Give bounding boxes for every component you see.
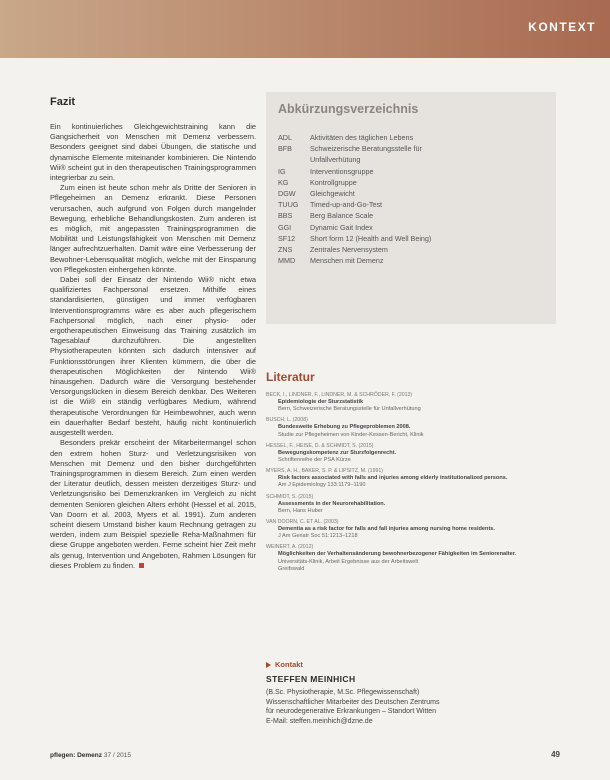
contact-name: STEFFEN MEINHICH (266, 674, 356, 684)
section-label: KONTEXT (528, 20, 596, 34)
literature-source: Bern, Hans Huber (278, 507, 323, 514)
literature-source: Universitäts-Klinik, Arbeit Ergebnisse aus der Arbeitswelt (278, 558, 419, 565)
header-band (0, 0, 610, 58)
abbreviation-key: IG (278, 166, 286, 176)
fazit-paragraph: Dabei soll der Einsatz der Nintendo Wii® nicht etwa qualifiziertes Fachpersonal ersetzen. Mithilfe eines standardisierten, günstigen und immer verfügbaren Interventionsprogramms wäre es aber auch pflegerischem Fachpersonal möglich, nach einer physio- oder ergotherapeutischen Einweisung das Training zusätzlich im Tagesablauf durchzuführen. Die angestellten Physiotherapeuten könnten sich dadurch intensiver auf Funktionsstörungen ihrer Klienten kümmern, die über die therapeutischen Möglichkeiten der Nintendo Wii® hinausgehen. Dadurch wäre die Versorgung bestehender Versorgungslücken in diesem Bereich denkbar. Des Weiteren ist die Wii® ein ständig verfügbares Medium, während therapeutische Verordnungen für Heimbewohner, auch wenn ein dauerhafter Bedarf besteht, häufig nicht kontinuierlich ausgestellt werden. (50, 275, 256, 438)
abbreviation-row (278, 244, 548, 255)
fazit-heading: Fazit (50, 96, 76, 108)
literature-source: Schriftenreihe der PSA Kürze (278, 457, 351, 464)
abbreviation-row (278, 143, 548, 154)
abbreviation-value: Kontrollgruppe (310, 177, 357, 187)
fazit-column (50, 96, 256, 571)
journal-name: pflegen: Demenz (50, 752, 103, 759)
abbreviation-row (278, 199, 548, 210)
abbreviation-key: TUUG (278, 200, 299, 210)
literature-title: Assessments in der Neurorehabilitation. (278, 500, 386, 507)
literature-title: Dementia as a risk factor for falls and fall injuries among nursing home residents. (278, 526, 495, 533)
fazit-paragraph: Ein kontinuierliches Gleichgewichtstraining kann die Gangsicherheit von Menschen mit Demenz verbessern. Besonders geeignet sind dabei Übungen, die statische und dynamische Elemente miteinander kombinieren. Die Nintendo Wii® scheint gut in den therapeutischen Trainingsprogrammen integrierbar zu sein. (50, 122, 256, 183)
abbreviation-value: Berg Balance Scale (310, 211, 374, 221)
abbreviation-value: Menschen mit Demenz (310, 256, 384, 266)
abbreviation-title: Abkürzungsverzeichnis (278, 102, 419, 116)
literature-entry (266, 417, 550, 438)
contact-line: E-Mail: steffen.meinhich@dzne.de (266, 717, 373, 725)
abbreviation-row (278, 166, 548, 177)
abbreviation-row (278, 222, 548, 233)
abbreviation-key: ZNS (278, 245, 293, 255)
abbreviation-value: Interventionsgruppe (310, 166, 374, 176)
abbreviation-value: Timed-up-and-Go-Test (310, 200, 383, 210)
abbreviation-key: BFB (278, 144, 292, 154)
fazit-paragraph-text: Besonders prekär erscheint der Mitarbeitermangel schon den extrem hohen Sturz- und Verletzungsrisiken von Menschen mit Demenz und den bisher durchgeführten Trainingsprogrammen in diesem Bereich. Zum einen werden der Literatur deutlich, dessen meisten derzeitiges Sturz- und Verletzungsrisiko bei Demenzkranken im Vergleich zu nicht dementen Senioren gleichen Alters erhöht (Hessel et al. 2015, Van Doorn et al. 2003, Myers et al. 1991). Zum anderen scheint diesem Umstand bisher kaum Rechnung getragen zu werden, indem zum Beispiel spezielle Reha-Maßnahmen für diese Gruppe angeboten werden. Ferne scheint hier Zeit mehr als genug, Intervention und Angeboten, Rahmen Lösungen für dieses Problem zu finden. (50, 438, 256, 570)
literature-entry (266, 468, 550, 489)
literature-title: Bundesweite Erhebung zu Pflegeproblemen 2008. (278, 424, 411, 431)
literature-entry (266, 519, 550, 540)
literature-title: Möglichkeiten der Verhaltensänderung bewohnerbezogener Fähigkeiten im Seniorenalter. (278, 551, 517, 558)
abbreviation-row (278, 132, 548, 143)
contact-line: (B.Sc. Physiotherapie, M.Sc. Pflegewissenschaft) (266, 689, 420, 696)
abbreviation-row (278, 177, 548, 188)
abbreviation-row (278, 210, 548, 221)
literature-authors: MYERS, A. H., BAKER, S. P. & LIPSITZ, M. (1991) (266, 468, 383, 475)
contact-details (266, 688, 556, 726)
literature-source: J Am Geriatr Soc 51:1213–1218 (278, 533, 358, 540)
contact-heading (266, 660, 303, 669)
fazit-paragraph-last (50, 438, 256, 571)
abbreviation-box (266, 92, 556, 324)
abbreviation-row (278, 233, 548, 244)
literature-entry (266, 443, 550, 464)
literature-source: Greifswald (278, 565, 305, 572)
footer-journal (50, 752, 131, 759)
literature-authors: BECK, I., LINDNER, F., LINDNER, M. & SCHRÖDER, F. (2013) (266, 392, 413, 398)
literature-title: Bewegungskompetenz zur Sturzfolgenrecht. (278, 449, 397, 456)
contact-label: Kontakt (275, 660, 303, 669)
literature-heading: Literatur (266, 370, 315, 384)
abbreviation-value: Short form 12 (Health and Well Being) (310, 233, 432, 243)
literature-entry (266, 392, 550, 413)
literature-entry (266, 544, 550, 573)
literature-source: Bern, Schweizerische Beratungsstelle für Unfallverhütung (278, 406, 421, 413)
abbreviation-value: Schweizerische Beratungsstelle für (310, 144, 422, 154)
literature-title: Epidemiologie der Sturzstatistik (278, 399, 364, 405)
abbreviation-value: Dynamic Gait Index (310, 222, 373, 232)
fazit-paragraph: Zum einen ist heute schon mehr als Dritte der Senioren in Pflegeheimen an Demenz erkrankt. Diese Personen verursachen, auch aufgrund von Folgen durch mangelnder Bewegung, erhebliche Behandlungskosten. Zum anderen ist es möglich, mit angepassten Trainingsprogrammen die Mobilität und Leistungsfähigkeit von Menschen mit Demenz länger aufrechtzuerhalten. Damit wäre eine Verbesserung der Bewohner-Lebensqualität möglich, welche mit der Einsparung von Pflegekosten einhergehen könnte. (50, 183, 256, 274)
abbreviation-list (278, 132, 548, 266)
abbreviation-key: SF12 (278, 233, 296, 243)
end-mark (139, 563, 144, 568)
contact-line: Wissenschaftlicher Mitarbeiter des Deutschen Zentrums (266, 698, 440, 706)
abbreviation-value: Zentrales Nervensystem (310, 245, 388, 255)
literature-authors: SCHMIDT, S. (2015) (266, 493, 314, 500)
literature-authors: BUSCH, L. (2008) (266, 417, 308, 424)
abbreviation-value: Aktivitäten des täglichen Lebens (310, 133, 414, 142)
abbreviation-key: BBS (278, 211, 293, 221)
abbreviation-key (278, 154, 310, 165)
abbreviation-value: Unfallverhütung (310, 155, 361, 165)
triangle-icon (266, 662, 271, 668)
literature-authors: VAN DOORN, C. ET AL. (2003) (266, 519, 339, 526)
abbreviation-key: DGW (278, 189, 296, 199)
literature-source: Studie zur Pflegeheimen von Kinder-Kessen-Bericht, Klinik (278, 431, 424, 438)
abbreviation-key: ADL (278, 133, 292, 142)
abbreviation-key: KG (278, 177, 289, 187)
literature-entry (266, 494, 550, 515)
literature-authors: HESSEL, F., HEISE, D. & SCHMIDT, S. (2015) (266, 442, 374, 449)
literature-authors: WEINERT, A. (2012) (266, 544, 314, 551)
literature-source: Am J Epidemiology 133:1179–1190 (278, 482, 366, 489)
abbreviation-value: Gleichgewicht (310, 189, 355, 199)
journal-issue: 37 / 2015 (103, 752, 131, 759)
literature-title: Risk factors associated with falls and injuries among elderly institutionalized persons. (278, 475, 508, 482)
page-number: 49 (551, 750, 560, 759)
abbreviation-row (278, 188, 548, 199)
literature-list (266, 392, 550, 577)
abbreviation-key: MMD (278, 256, 296, 266)
abbreviation-row (278, 154, 548, 165)
abbreviation-row (278, 255, 548, 266)
abbreviation-key: GGI (278, 222, 292, 232)
contact-line: für neurodegenerative Erkrankungen – Standort Witten (266, 708, 437, 716)
